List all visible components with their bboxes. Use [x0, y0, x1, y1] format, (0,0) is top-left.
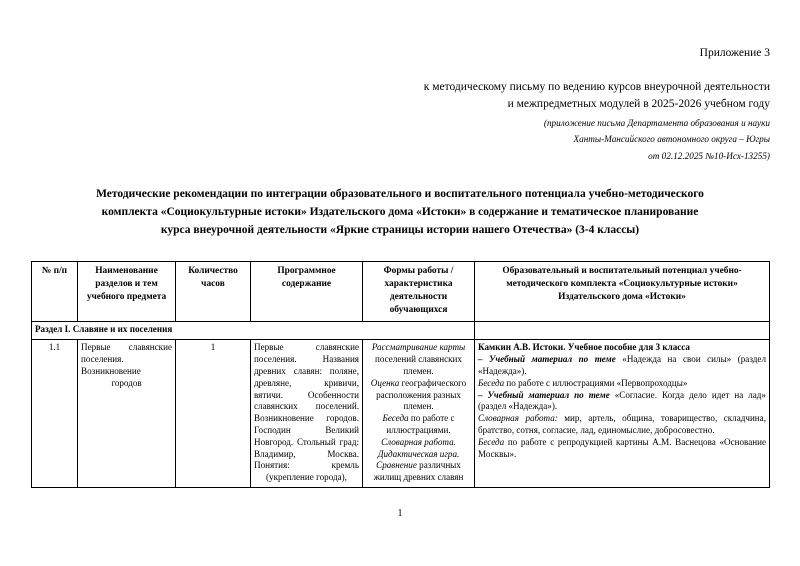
cell-potential: [475, 340, 770, 488]
run-plain: различных жилищ древних славян: [373, 460, 464, 483]
run-plain: по работе с репродукцией картины А.М. Васнецова «Основание Москвы».: [478, 436, 766, 459]
table-body: [32, 322, 770, 488]
cell-paragraph: [478, 342, 766, 354]
run-italic: Оценка: [370, 377, 400, 388]
run-italic: Рассматривание карты: [371, 342, 466, 353]
cell-paragraph: [478, 390, 766, 414]
page-title-line-1: Методические рекомендации по интеграции образовательного и воспитательного потенциала учебно-методического: [96, 188, 704, 201]
cell-topic: Первые славянские поселения. Возникновение городов: [78, 340, 176, 488]
run-bold: Камкин А.В. Истоки. Учебное пособие для 3 класса: [478, 342, 690, 353]
cell-paragraph: [478, 378, 766, 390]
run-italic: – Учебный материал по теме: [478, 354, 616, 365]
table-section-row: [32, 322, 770, 340]
page-title-line-3: курса внеурочной деятельности «Яркие страницы истории нашего Отечества» (3-4 классы): [160, 223, 640, 236]
cell-forms: [363, 340, 475, 488]
cell-paragraph: [366, 437, 471, 449]
column-header-content: Программное содержание: [251, 261, 363, 322]
source-letter-line-1: (приложение письма Департамента образования и науки: [543, 118, 770, 129]
cell-content: Первые славянские поселения. Названия древних славян: поляне, древляне, кривичи, вятичи. Особенности славянских поселений. Возникновение городов. Господин Великий Новгород. Стольный град: Владимир, Москва. Понятия: кремль (укрепление города),: [251, 340, 363, 488]
run-italic: Дидактическая игра.: [377, 448, 460, 459]
run-plain: мир, артель, община, товарищество, складчина, братство, сотня, согласие, лад, единомыслие, добросовестно.: [478, 413, 766, 435]
run-italic: Беседа: [382, 413, 409, 424]
cell-paragraph: [366, 460, 471, 484]
page-number: 1: [397, 508, 403, 519]
column-header-number: № п/п: [32, 261, 78, 322]
thematic-plan-table: [31, 261, 770, 488]
cell-paragraph: [478, 437, 766, 461]
letter-reference-line-1: к методическому письму по ведению курсов внеурочной деятельности: [423, 80, 770, 93]
cell-row-number: 1.1: [32, 340, 78, 488]
run-plain: поселений славянских племен.: [375, 354, 462, 376]
page-title-line-2: комплекта «Социокультурные истоки» Издательского дома «Истоки» в содержание и тематическое планирование: [101, 205, 699, 218]
cell-paragraph: [366, 449, 471, 461]
run-plain: «Надежда на свои силы» (раздел «Надежда»).: [478, 354, 766, 376]
run-italic: Беседа: [478, 436, 505, 447]
source-letter-line-3: от 02.12.2025 №10-Исх-13255): [648, 150, 770, 161]
cell-paragraph: [366, 378, 471, 413]
run-italic: Беседа: [478, 377, 505, 388]
cell-paragraph: [366, 413, 471, 437]
document-header: [0, 0, 800, 163]
run-plain: географического расположения разных племен.: [376, 377, 467, 412]
table-row: [32, 340, 770, 488]
run-plain: по работе с иллюстрациями «Первопроходцы»: [504, 377, 688, 388]
section-row-empty: [475, 322, 770, 340]
cell-hours: 1: [176, 340, 251, 488]
cell-paragraph: [366, 342, 471, 377]
page-title: [34, 186, 766, 239]
column-header-potential: Образовательный и воспитательный потенциал учебно-методического комплекта «Социокультурные истоки» Издательского дома «Истоки»: [475, 261, 770, 322]
column-header-hours: Количество часов: [176, 261, 251, 322]
run-italic: Словарная работа.: [381, 436, 456, 447]
run-plain: «Согласие. Когда дело идет на лад» (раздел «Надежда»).: [478, 389, 766, 412]
run-italic: Сравнение: [376, 460, 417, 471]
run-italic: – Учебный материал по теме: [478, 389, 610, 400]
section-row-label: Раздел I. Славяне и их поселения: [32, 322, 475, 340]
appendix-label: Приложение 3: [699, 47, 770, 59]
source-letter-line-2: Ханты-Мансийского автономного округа – Югры: [573, 134, 770, 145]
column-header-forms: Формы работы / характеристика деятельности обучающихся: [363, 261, 475, 322]
column-header-topic: Наименование разделов и тем учебного предмета: [78, 261, 176, 322]
run-italic: Словарная работа:: [478, 413, 558, 424]
plan-table-wrapper: [31, 261, 769, 488]
letter-reference-line-2: и межпредметных модулей в 2025-2026 учебном году: [507, 98, 770, 111]
cell-paragraph: [478, 413, 766, 437]
cell-paragraph: [478, 354, 766, 378]
table-header-row: [32, 261, 770, 322]
run-plain: по работе с иллюстрациями.: [386, 413, 455, 435]
